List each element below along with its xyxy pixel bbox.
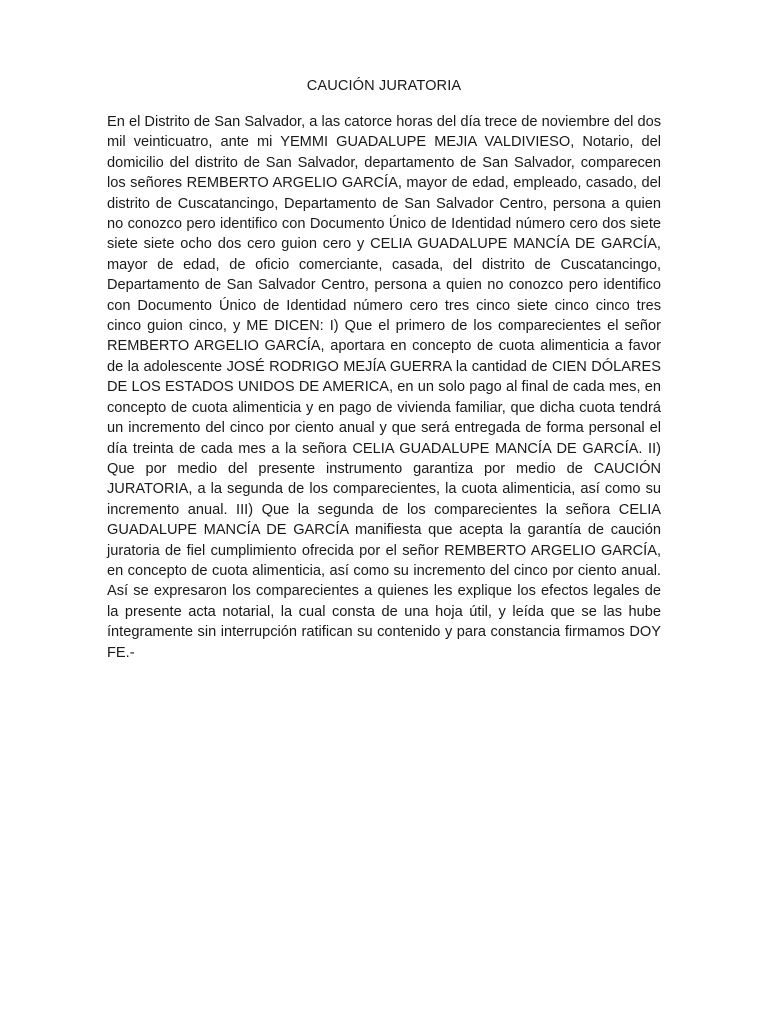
document-body-paragraph: En el Distrito de San Salvador, a las catorce horas del día trece de noviembre del dos mil veinticuatro, ante mi YEMMI GUADALUPE MEJIA VALDIVIESO, Notario, del domicilio del distrito de San Salvador, departamento de San Salvador, comparecen los señores REMBERTO ARGELIO GARCÍA, mayor de edad, empleado, casado, del distrito de Cuscatancingo, Departamento de San Salvador Centro, persona a quien no conozco pero identifico con Documento Único de Identidad número cero dos siete siete siete ocho dos cero guion cero y CELIA GUADALUPE MANCÍA DE GARCÍA, mayor de edad, de oficio comerciante, casada, del distrito de Cuscatancingo, Departamento de San Salvador Centro, persona a quien no conozco pero identifico con Documento Único de Identidad número cero tres cinco siete cinco cinco tres cinco guion cinco, y ME DICEN: I) Que el primero de los comparecientes el señor REMBERTO ARGELIO GARCÍA, aportara en concepto de cuota alimenticia a favor de la adolescente JOSÉ RODRIGO MEJÍA GUERRA la cantidad de CIEN DÓLARES DE LOS ESTADOS UNIDOS DE AMERICA, en un solo pago al final de cada mes, en concepto de cuota alimenticia y en pago de vivienda familiar, que dicha cuota tendrá un incremento del cinco por ciento anual y que será entregada de forma personal el día treinta de cada mes a la señora CELIA GUADALUPE MANCÍA DE GARCÍA. II) Que por medio del presente instrumento garantiza por medio de CAUCIÓN JURATORIA, a la segunda de los comparecientes, la cuota alimenticia, así como su incremento anual. III) Que la segunda de los comparecientes la señora CELIA GUADALUPE MANCÍA DE GARCÍA manifiesta que acepta la garantía de caución juratoria de fiel cumplimiento ofrecida por el señor REMBERTO ARGELIO GARCÍA, en concepto de cuota alimenticia, así como su incremento del cinco por ciento anual. Así se expresaron los comparecientes a quienes les explique los efectos legales de la presente acta notarial, la cual consta de una hoja útil, y leída que se las hube íntegramente sin interrupción ratifican su contenido y para constancia firmamos DOY FE.-	[107, 114, 661, 661]
document-title: CAUCIÓN JURATORIA	[306, 78, 462, 94]
